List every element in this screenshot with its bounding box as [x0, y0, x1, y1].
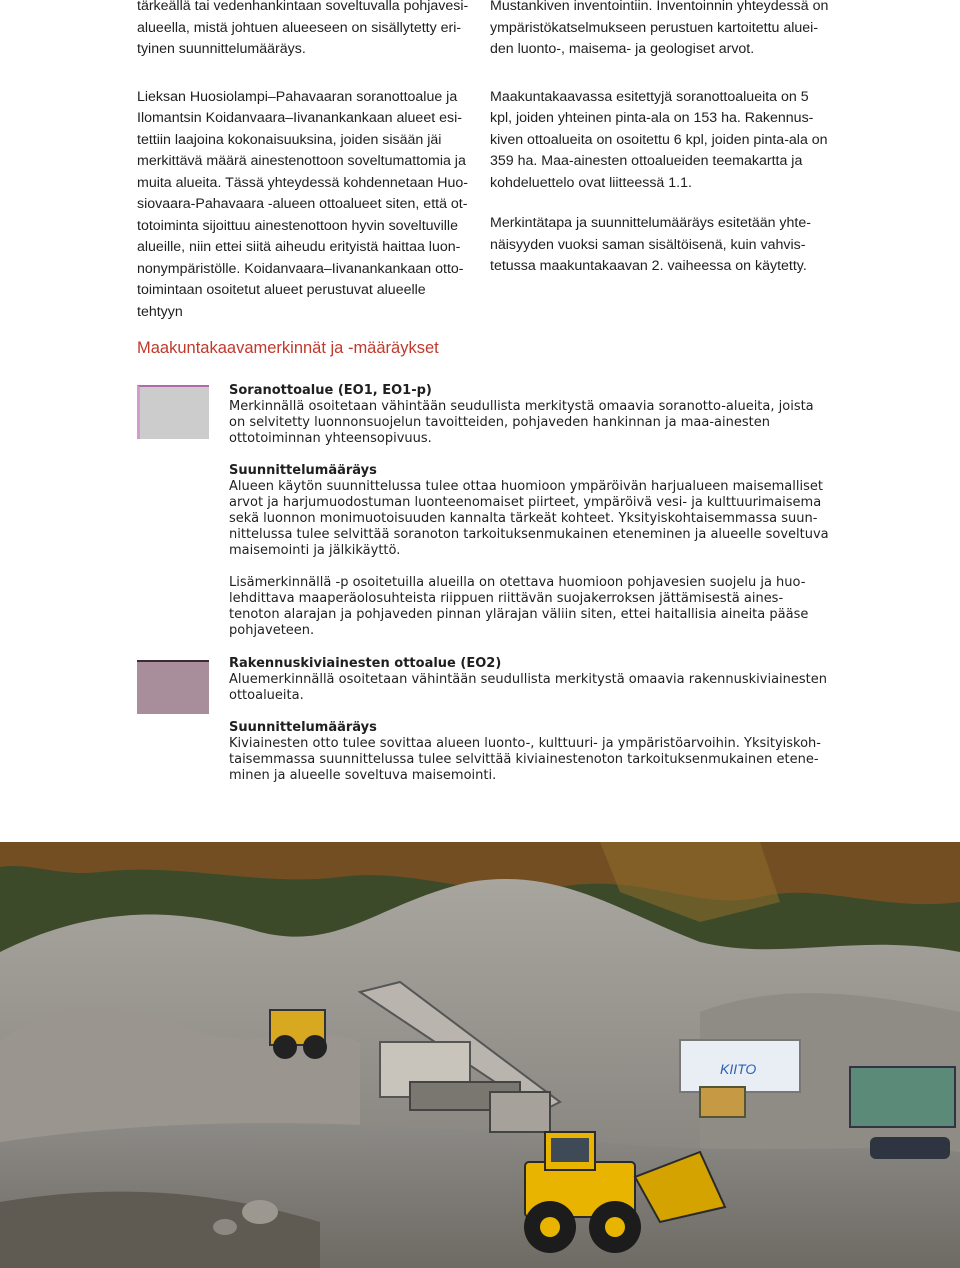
eo2-description: Aluemerkinnällä osoitetaan vähintään seudullista merkitystä omaavia rakennuskiviainesten ottoalueita. [229, 672, 827, 703]
eo1-extra-text: Lisämerkinnällä -p osoitetuilla alueilla on otettava huomioon pohjavesien suojelu ja huo-lehdittava maaperäolosuhteista riippuen riittävän suojakerroksen jättämisestä aines-tenoton alarajan ja pohjaveden pinnan ylärajan väliin siten, ettei haitallisia aineita pääse pohjaveteen. [229, 575, 809, 638]
eo1-rule-text: Alueen käytön suunnittelussa tulee ottaa huomioon ympäröivän harjualueen maisemalliset arvot ja harjumuodostuman luonteenomaiset piirteet, ympäröivä vesi- ja kulttuurimaisema sekä luonnon monimuotoisuuden kannalta tärkeät kohteet. Yksityiskohtaisemmassa suun-nittelussa tulee selvittää soranoton tarkoituksenmukainen eteneminen ja alueelle soveltuva maisemointi ja jälkikäyttö. [229, 479, 829, 558]
site-cabin [850, 1067, 955, 1127]
eo1-description: Merkinnällä osoitetaan vähintään seudullista merkitystä omaavia soranotto-alueita, joista on selvitetty luonnonsuojelun tavoitteiden, pohjaveden hankinnan ja maa-ainesten ottotoiminnan yhteensopivuus. [229, 399, 814, 446]
eo2-rule-text: Kiviainesten otto tulee sovittaa alueen luonto-, kulttuuri- ja ympäristöarvoihin. Yksityiskoh-taisemmassa suunnittelussa tulee selvittää kiviainestenoton tarkoituksenmukainen etene-minen ja alueelle soveltuva maisemointi. [229, 736, 821, 783]
eo1-title: Soranottoalue (EO1, EO1-p) [229, 383, 432, 398]
eo2-legend-swatch [137, 660, 209, 714]
legend-eo1 [229, 383, 829, 639]
eo2-rule-heading: Suunnittelumääräys [229, 720, 377, 735]
gravel-pit-photo [0, 842, 960, 1268]
truck-logo-text: KIITO [720, 1061, 757, 1077]
left-paragraph-2: Lieksan Huosiolampi–Pahavaaran soranottoalue ja Ilomantsin Koidanvaara–Iivanankankaan alueet esi-tettiin laajoina kokonaisuuksina, joiden sisään jäi merkittävä määrä ainestenottoon soveltumattomia ja muita alueita. Tässä yhteydessä kohdennetaan Huo-siovaara-Pahavaara -alueen ottoalueet siten, että ot-totoiminta sijoittuu ainestenottoon hyvin soveltuville alueille, niin ettei siitä aiheudu erityistä haittaa luon-nonympäristölle. Koidanvaara–Iivanankankaan otto-toimintaan osoitetut alueet perustuvat alueelle tehtyyn [137, 88, 468, 320]
right-paragraph-2: Maakuntakaavassa esitettyjä soranottoalueita on 5 kpl, joiden yhteinen pinta-ala on 153 ha. Rakennus-kiven ottoalueita on osoitettu 6 kpl, joiden pinta-ala on 359 ha. Maa-ainesten ottoalueiden teemakartta ja kohdeluettelo ovat liitteessä 1.1. [490, 88, 828, 191]
left-paragraph-1: tärkeällä tai vedenhankintaan soveltuvalla pohjavesi-alueella, mistä johtuen alueeseen on sisällytetty eri-tyinen suunnittelumääräys. [137, 0, 469, 57]
right-paragraph-1: Mustankiven inventointiin. Inventoinnin yhteydessä on ympäristökatselmukseen perustuen kartoitettu aluei-den luonto-, maisema- ja geologiset arvot. [490, 0, 829, 57]
left-text-column [137, 0, 475, 323]
right-text-column [490, 0, 830, 278]
right-paragraph-3: Merkintätapa ja suunnittelumääräys esitetään yhte-näisyyden vuoksi saman sisältöisenä, kuin vahvis-tetussa maakuntakaavan 2. vaiheessa on käytetty. [490, 215, 811, 274]
eo1-legend-swatch [137, 385, 209, 439]
legend-eo2 [229, 656, 829, 784]
eo2-title: Rakennuskiviainesten ottoalue (EO2) [229, 656, 502, 671]
section-title: Maakuntakaavamerkinnät ja -määräykset [137, 339, 439, 357]
eo1-rule-heading: Suunnittelumääräys [229, 463, 377, 478]
parked-car [870, 1137, 950, 1159]
